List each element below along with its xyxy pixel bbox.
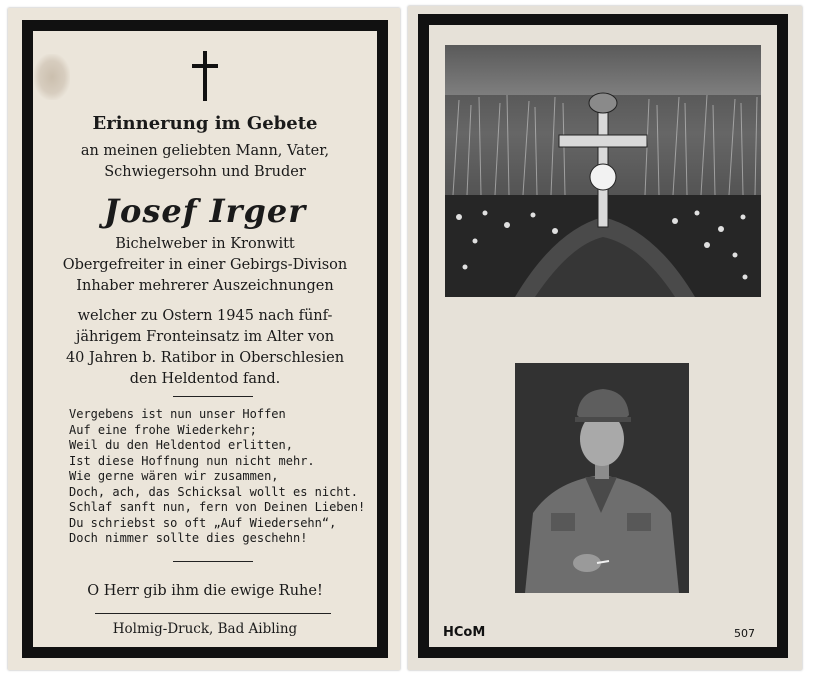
memorial-poem xyxy=(69,407,365,547)
memorial-card-image-side xyxy=(408,6,802,670)
dedication-line: Schwiegersohn und Bruder xyxy=(104,164,306,180)
heading: Erinnerung im Gebete xyxy=(92,113,318,134)
poem-line: Du schriebst so oft „Auf Wiedersehn“, xyxy=(69,515,337,530)
decorations: Inhaber mehrerer Auszeichnungen xyxy=(76,278,334,294)
soldier-portrait-photo xyxy=(515,363,689,593)
poem-line: Auf eine frohe Wiederkehr; xyxy=(69,422,257,437)
poem-line: Doch nimmer sollte dies geschehn! xyxy=(69,531,308,545)
divider xyxy=(95,613,331,614)
dedication-line: an meinen geliebten Mann, Vater, xyxy=(80,143,330,159)
death-notice-line: welcher zu Ostern 1945 nach fünf- xyxy=(77,308,333,324)
poem-line: Schlaf sanft nun, fern von Deinen Lieben! xyxy=(69,500,366,514)
poem-line: Weil du den Heldentod erlitten, xyxy=(69,438,293,452)
grave-illustration xyxy=(445,45,761,297)
poem-line: Doch, ach, das Schicksal wollt es nicht. xyxy=(69,484,358,499)
mourning-border xyxy=(418,14,788,658)
deceased-name: Josef Irger xyxy=(103,192,307,230)
poem-line: Ist diese Hoffnung nun nicht mehr. xyxy=(69,453,315,468)
death-notice-line: jährigem Fronteinsatz im Alter von xyxy=(75,329,335,345)
poem-line: Wie gerne wären wir zusammen, xyxy=(69,469,279,483)
poem-line: Vergebens ist nun unser Hoffen xyxy=(69,407,286,421)
printer-imprint: Holmig-Druck, Bad Aibling xyxy=(112,621,298,637)
death-notice-line: 40 Jahren b. Ratibor in Oberschlesien xyxy=(65,350,345,366)
divider xyxy=(173,396,253,397)
prayer: O Herr gib ihm die ewige Ruhe! xyxy=(87,583,323,599)
latin-cross-icon xyxy=(192,51,218,101)
mourning-border xyxy=(22,20,388,658)
divider xyxy=(173,561,253,562)
military-rank: Obergefreiter in einer Gebirgs-Divison xyxy=(62,257,348,273)
publisher-mark: HCoM xyxy=(443,625,486,640)
occupation: Bichelweber in Kronwitt xyxy=(115,236,295,252)
death-notice-line: den Heldentod fand. xyxy=(129,371,281,387)
memorial-card-text-side xyxy=(8,8,400,670)
card-number: 507 xyxy=(734,627,755,640)
